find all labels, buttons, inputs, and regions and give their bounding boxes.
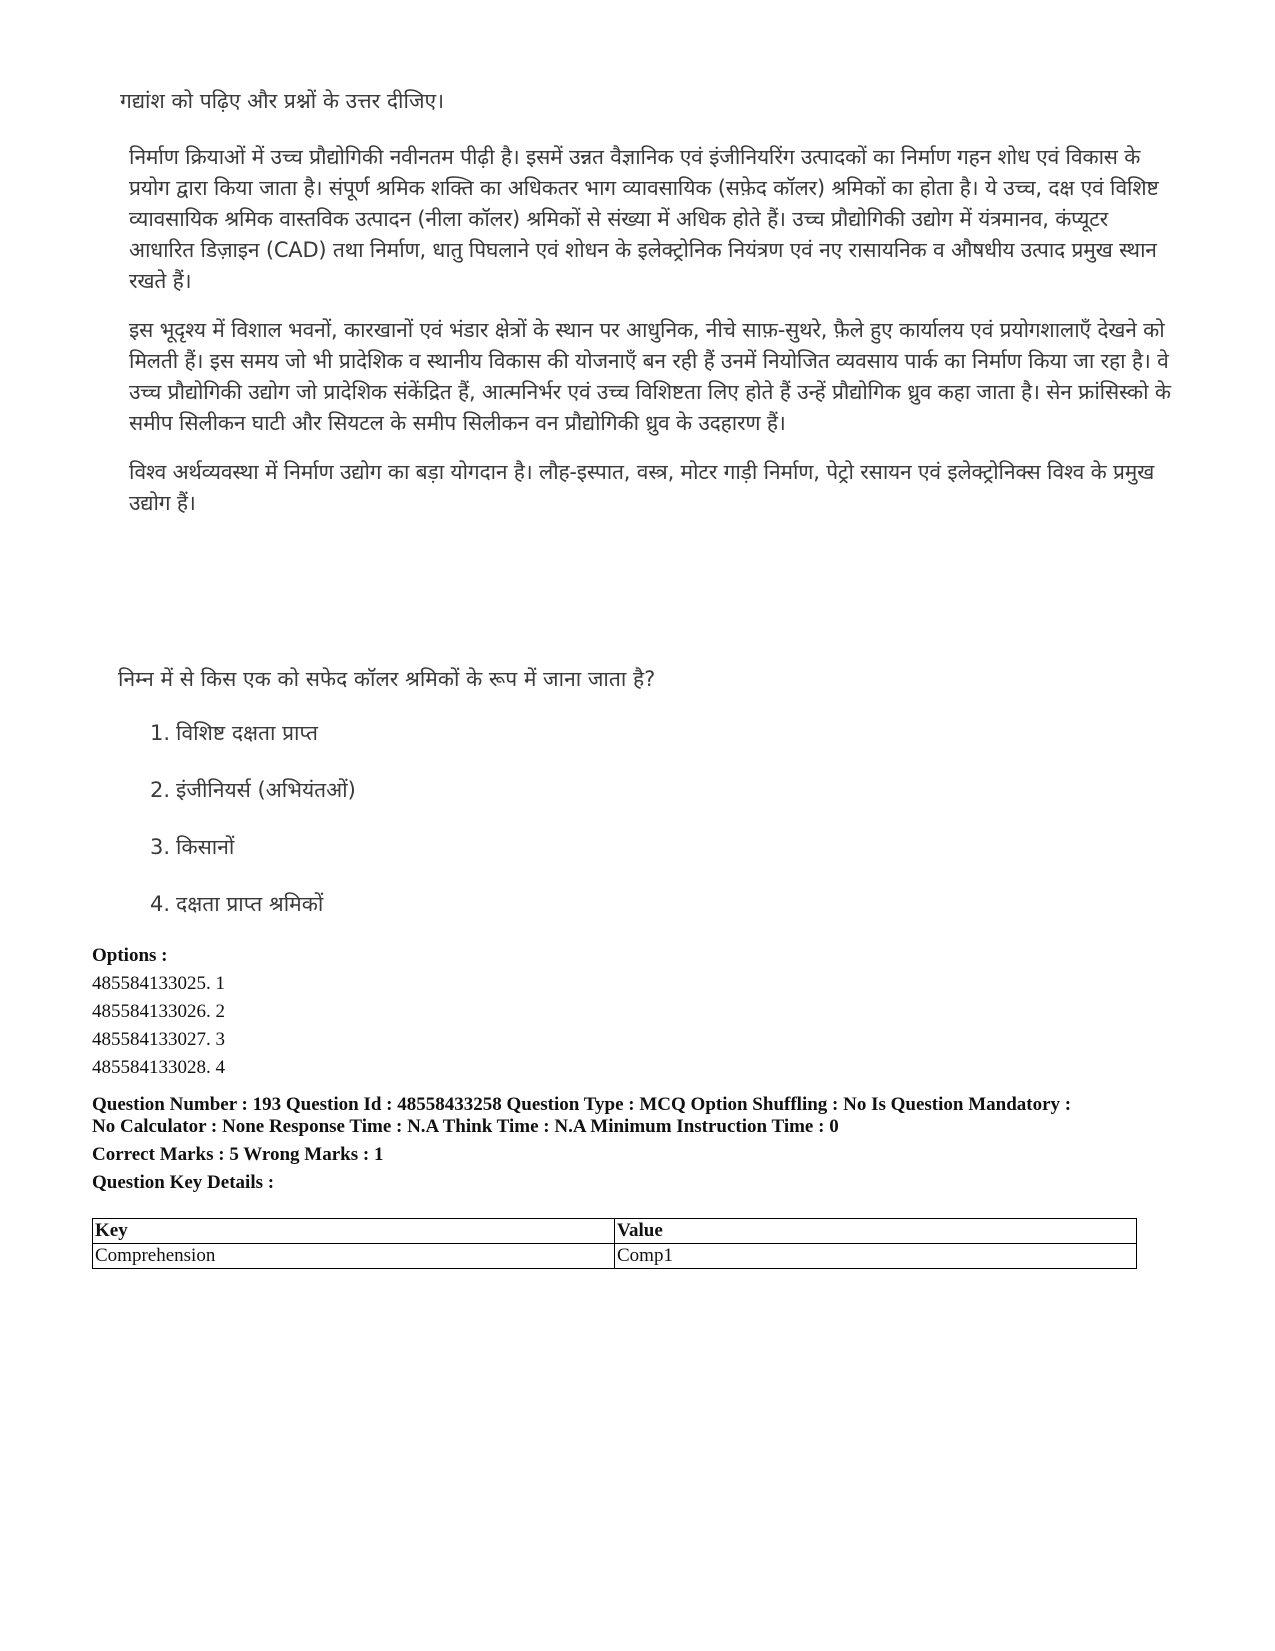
metadata-line-1: Question Number : 193 Question Id : 48558433258 Question Type : MCQ Option Shuffling : No Is Question Mandatory :: [92, 1094, 1072, 1115]
table-header-value: Value: [615, 1219, 1137, 1244]
key-details-table: [92, 1218, 1137, 1269]
option-item: 485584133026. 2: [92, 1001, 225, 1022]
choice-item: [150, 775, 356, 832]
marks-line: Correct Marks : 5 Wrong Marks : 1: [92, 1144, 384, 1165]
key-details-title: Question Key Details :: [92, 1172, 275, 1193]
table-header-key: Key: [93, 1219, 615, 1244]
question-choices: [150, 718, 356, 946]
table-cell-value: Comp1: [615, 1244, 1137, 1269]
choice-number: 2.: [150, 778, 171, 802]
choice-item: [150, 832, 356, 889]
passage-paragraph-3: विश्व अर्थव्यवस्था में निर्माण उद्योग का बड़ा योगदान है। लौह-इस्पात, वस्त्र, मोटर गाड़ी निर्माण, पेट्रो रसायन एवं इलेक्ट्रोनिक्स विश्व के प्रमुख उद्योग हैं।: [129, 460, 1155, 515]
question-text: निम्न में से किस एक को सफेद कॉलर श्रमिकों के रूप में जाना जाता है?: [118, 667, 656, 691]
options-list: [92, 942, 225, 1082]
table-header-row: [93, 1219, 1137, 1244]
option-item: 485584133025. 1: [92, 973, 225, 994]
choice-number: 3.: [150, 835, 171, 859]
passage-section: [112, 86, 1172, 916]
choice-label: इंजीनियर्स (अभियंतओं): [176, 778, 356, 802]
table-cell-key: Comprehension: [93, 1244, 615, 1269]
choice-label: दक्षता प्राप्त श्रमिकों: [176, 892, 324, 916]
passage-paragraph-1: निर्माण क्रियाओं में उच्च प्रौद्योगिकी नवीनतम पीढ़ी है। इसमें उन्नत वैज्ञानिक एवं इंजीनियरिंग उत्पादकों का निर्माण गहन शोध एवं विकास के प्रयोग द्वारा किया जाता है। संपूर्ण श्रमिक शक्ति का अधिकतर भाग व्यावसायिक (सफ़ेद कॉलर) श्रमिकों का होता है। ये उच्च, दक्ष एवं विशिष्ट व्यावसायिक श्रमिक वास्तविक उत्पादन (नीला कॉलर) श्रमिकों से संख्या में अधिक होते हैं। उच्च प्रौद्योगिकी उद्योग में यंत्रमानव, कंप्यूटर आधारित डिज़ाइन (CAD) तथा निर्माण, धातु पिघलाने एवं शोधन के इलेक्ट्रोनिक नियंत्रण एवं नए रासायनिक व औषधीय उत्पाद प्रमुख स्थान रखते हैं।: [129, 145, 1159, 293]
passage-instruction: गद्यांश को पढ़िए और प्रश्नों के उत्तर दीजिए।: [120, 89, 445, 113]
choice-label: किसानों: [176, 835, 235, 859]
options-title: Options :: [92, 945, 168, 966]
metadata-line-2: No Calculator : None Response Time : N.A Think Time : N.A Minimum Instruction Time : 0: [92, 1116, 839, 1137]
choice-number: 4.: [150, 892, 171, 916]
passage-paragraph-2: इस भूदृश्य में विशाल भवनों, कारखानों एवं भंडार क्षेत्रों के स्थान पर आधुनिक, नीचे साफ़-सुथरे, फ़ैले हुए कार्यालय एवं प्रयोगशालाएँ देखने को मिलती हैं। इस समय जो भी प्रादेशिक व स्थानीय विकास की योजनाएँ बन रही हैं उनमें नियोजित व्यवसाय पार्क का निर्माण किया जा रहा है। वे उच्च प्रौद्योगिकी उद्योग जो प्रादेशिक संकेंद्रित हैं, आत्मनिर्भर एवं उच्च विशिष्टता लिए होते हैं उन्हें प्रौद्योगिक ध्रुव कहा जाता है। सेन फ्रांसिस्को के समीप सिलीकन घाटी और सियटल के समीप सिलीकन वन प्रौद्योगिकी ध्रुव के उदहारण हैं।: [129, 318, 1171, 435]
table-row: [93, 1244, 1137, 1269]
option-item: 485584133027. 3: [92, 1029, 225, 1050]
choice-item: [150, 718, 356, 775]
choice-number: 1.: [150, 721, 171, 745]
choice-item: [150, 889, 356, 946]
option-item: 485584133028. 4: [92, 1057, 225, 1078]
question-metadata: [92, 1094, 1182, 1194]
choice-label: विशिष्ट दक्षता प्राप्त: [176, 721, 318, 745]
